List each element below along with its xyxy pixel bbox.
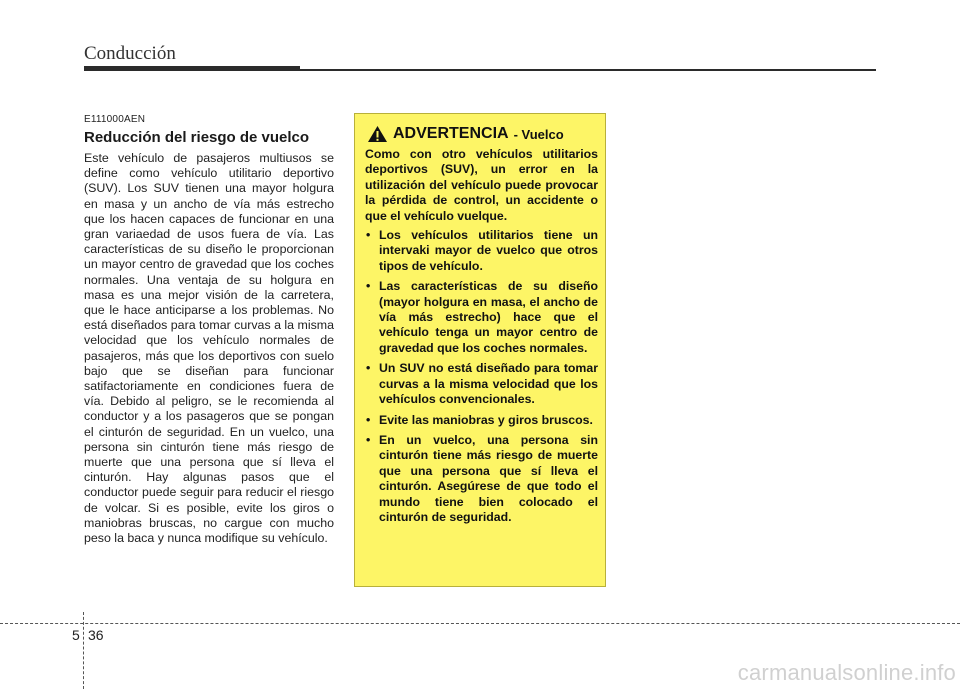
warning-list-item	[365, 228, 598, 274]
bullet-glyph: •	[366, 432, 371, 447]
bullet-glyph: •	[366, 361, 371, 376]
warning-subtitle: - Vuelco	[513, 126, 564, 142]
warning-list	[365, 228, 598, 525]
warning-list-item	[365, 413, 598, 428]
section-code: E111000AEN	[84, 114, 146, 125]
warning-box	[354, 113, 606, 587]
header-rule-thick	[84, 66, 300, 71]
bullet-glyph: •	[366, 412, 371, 427]
section-body-text: Este vehículo de pasajeros multiusos se define como vehículo utilitario deportivo (SUV). Los SUV tienen una mayor holgura en masa y un ancho de vía más estrecho que los hacen capaces de funcionar en una gran variaedad de usos fuera de vía. Las características de su diseño le proporcionan un mayor centro de gravedad que los coches normales. Una ventaja de su holgura en masa es una mejor visión de la carretera, que le hace anticiparse a los problemas. No está diseñados para tomar curvas a la misma velocidad que los vehículo normales de pasajeros, más que los deportivos con suelo bajo que se diseñan para funcionar satifactoriamente en condiciones fuera de vía. Debido al peligro, se le recomienda al conductor y a los pasageros que se pongan el cinturón de seguridad. En un vuelco, una persona sin cinturón tiene más riesgo de muerte que una persona que sí lleva el cinturón. Hay algunas pasos que el conductor puede seguir para reducir el riesgo de volcar. Si es posible, evite los giros o maniobras bruscas, no cargue con mucho peso la baca y nunca modifique su vehículo.	[84, 151, 334, 546]
warning-item-text: Las características de su diseño (mayor holgura en masa, el ancho de vía más estrecho) hace que el vehículo tenga un mayor centro de gravedad que los coches normales.	[379, 279, 598, 355]
warning-item-text: Los vehículos utilitarios tiene un intervaki mayor de vuelco que otros tipos de vehículo.	[379, 228, 598, 273]
warning-header	[367, 125, 598, 143]
warning-list-item	[365, 279, 598, 356]
footer-vertical-rule	[83, 612, 84, 689]
header-rule-thin	[300, 69, 876, 71]
warning-item-text: Evite las maniobras y giros bruscos.	[379, 412, 593, 427]
warning-list-item	[365, 433, 598, 525]
warning-list-item	[365, 361, 598, 407]
page-number: 36	[88, 627, 104, 643]
bullet-glyph: •	[366, 279, 371, 294]
watermark: carmanualsonline.info	[737, 660, 956, 685]
header-title: Conducción	[84, 43, 176, 64]
warning-triangle-icon	[367, 125, 388, 143]
warning-item-text: Un SUV no está diseñado para tomar curvas a la misma velocidad que los vehículos convencionales.	[379, 361, 598, 407]
bullet-glyph: •	[366, 228, 371, 243]
warning-item-text: En un vuelco, una persona sin cinturón tiene más riesgo de muerte que una persona que sí lleva el cinturón. Asegúrese de que todo el mundo tiene bien colocado el cinturón de seguridad.	[379, 432, 598, 524]
section-heading: Reducción del riesgo de vuelco	[84, 129, 310, 146]
chapter-number: 5	[72, 627, 80, 643]
warning-intro: Como con otro vehículos utilitarios deportivos (SUV), un error en la utilización del vehículo puede provocar la pérdida de control, un accidente o que el vehículo vuelque.	[365, 147, 598, 223]
footer-rule	[0, 623, 960, 624]
warning-title: ADVERTENCIA	[393, 125, 509, 142]
